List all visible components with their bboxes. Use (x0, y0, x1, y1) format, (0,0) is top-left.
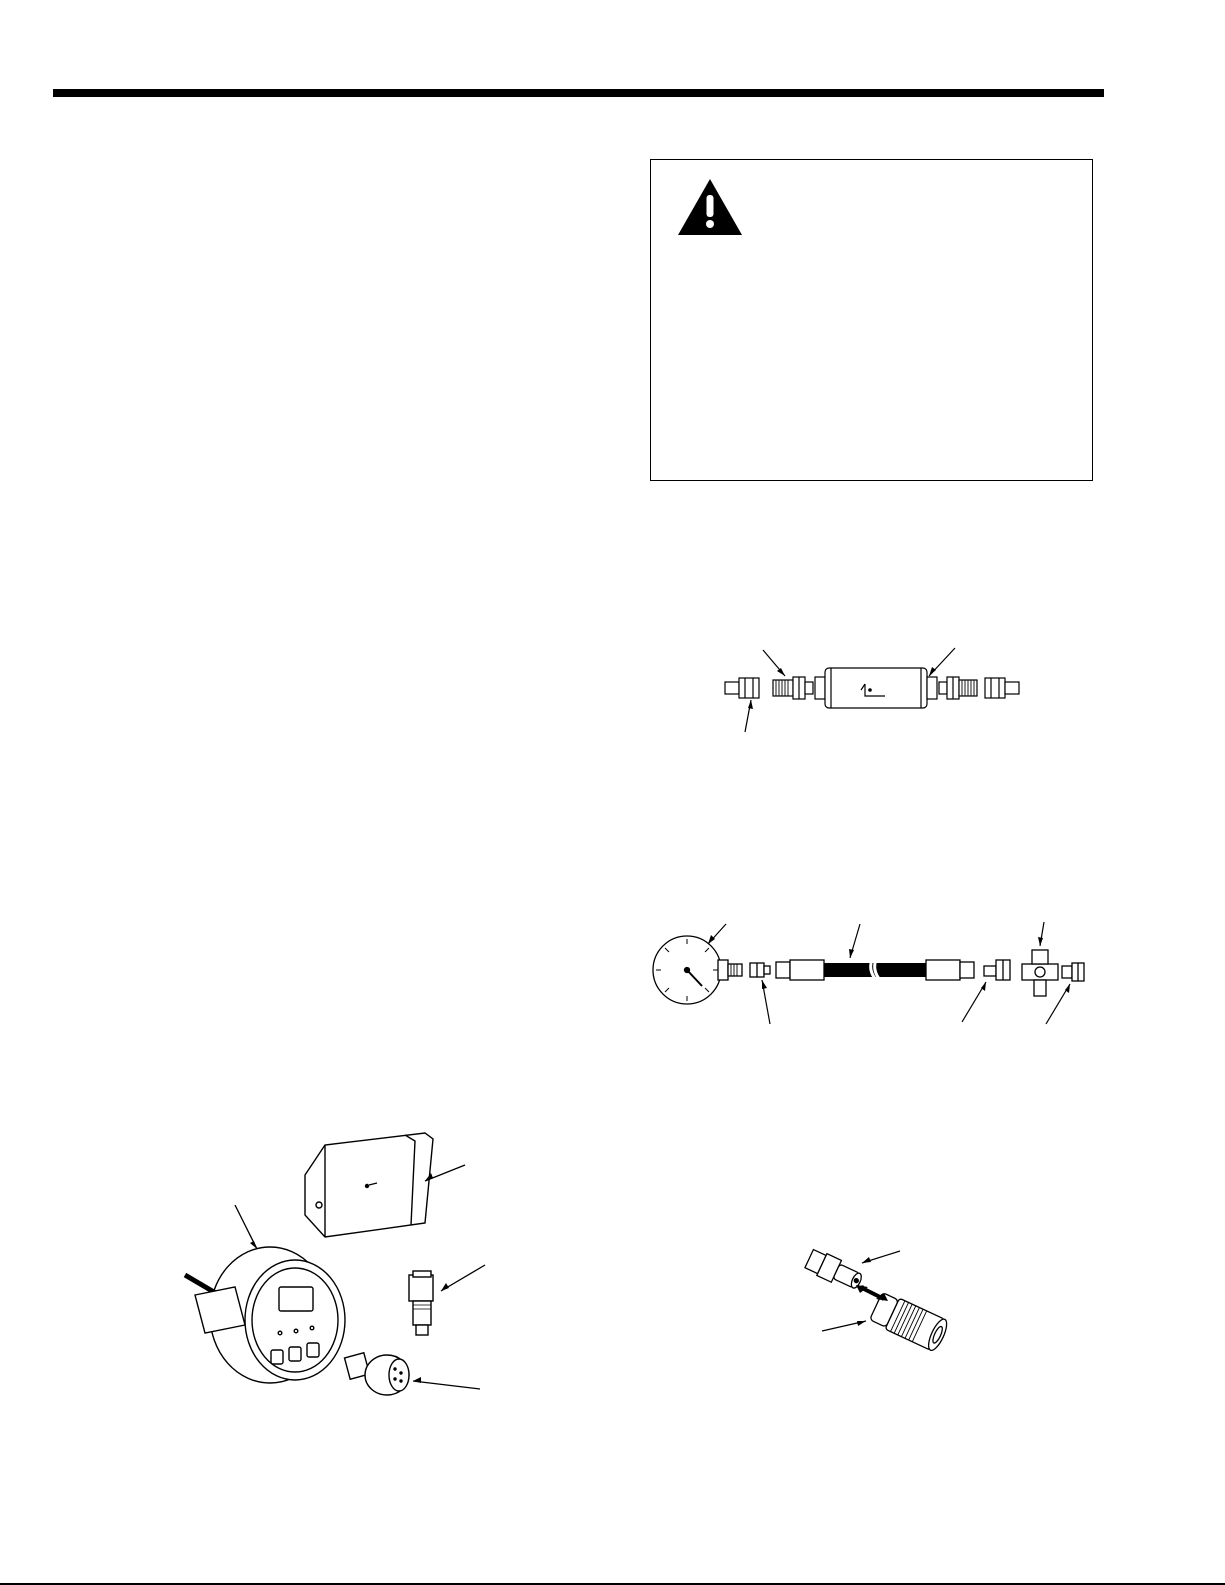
quick-coupler-figure (800, 1245, 960, 1355)
gauge-hose-figure (650, 920, 1100, 1030)
inline-filter-figure (715, 640, 1035, 740)
warning-triangle-icon (678, 179, 742, 235)
warning-box (650, 159, 1093, 481)
header-rule (53, 89, 1104, 97)
digital-gauge-kit-figure (175, 1125, 495, 1405)
